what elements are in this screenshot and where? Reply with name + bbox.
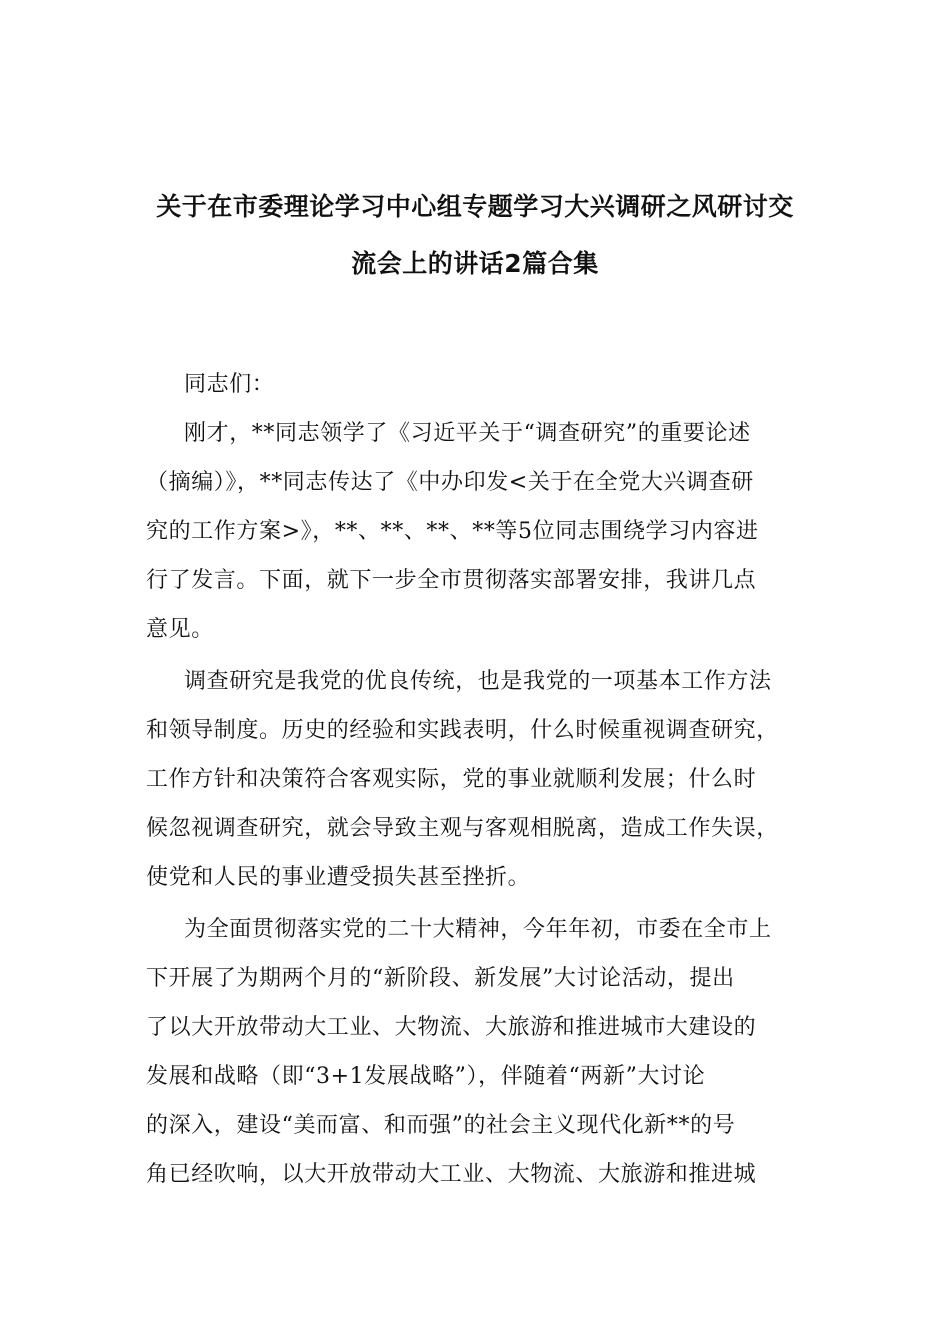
document-title [140,178,810,292]
salutation: 同志们： [184,372,275,397]
text-line: （摘编）》，**同志传达了《中办印发<关于在全党大兴调查研 [146,470,754,495]
text-line: 为全面贯彻落实党的二十大精神，今年年初，市委在全市上 [184,917,772,942]
text-line: 工作方针和决策符合客观实际，党的事业就顺利发展；什么时 [146,767,757,792]
paragraph-2 [146,657,808,902]
title-line: 关于在市委理论学习中心组专题学习大兴调研之风研讨交 [156,192,794,221]
text-line: 和领导制度。历史的经验和实践表明，什么时候重视调查研究， [146,718,779,743]
title-line: 流会上的讲话2篇合集 [351,249,599,278]
text-line: 行了发言。下面，就下一步全市贯彻落实部署安排，我讲几点 [146,568,757,593]
paragraph-3 [146,905,808,1199]
text-line: 的深入，建设“美而富、和而强”的社会主义现代化新**的号 [146,1113,736,1138]
text-line: 究的工作方案>》，**、**、**、**等5位同志围绕学习内容进 [146,519,759,544]
text-line: 了以大开放带动大工业、大物流、大旅游和推进城市大建设的 [146,1015,757,1040]
text-line: 下开展了为期两个月的“新阶段、新发展”大讨论活动，提出 [146,966,735,991]
document-body [146,360,808,1202]
text-line: 调查研究是我党的优良传统，也是我党的一项基本工作方法 [184,669,772,694]
text-line: 刚才，**同志领学了《习近平关于“调查研究”的重要论述 [184,421,751,446]
text-line: 角已经吹响，以大开放带动大工业、大物流、大旅游和推进城 [146,1162,757,1187]
text-line: 意见。 [146,617,214,642]
text-line: 使党和人民的事业遭受损失甚至挫折。 [146,865,531,890]
paragraph-1 [146,409,808,654]
text-line: 候忽视调查研究，就会导致主观与客观相脱离，造成工作失误， [146,816,779,841]
text-line: 发展和战略（即“3+1发展战略”），伴随着“两新”大讨论 [146,1064,706,1089]
